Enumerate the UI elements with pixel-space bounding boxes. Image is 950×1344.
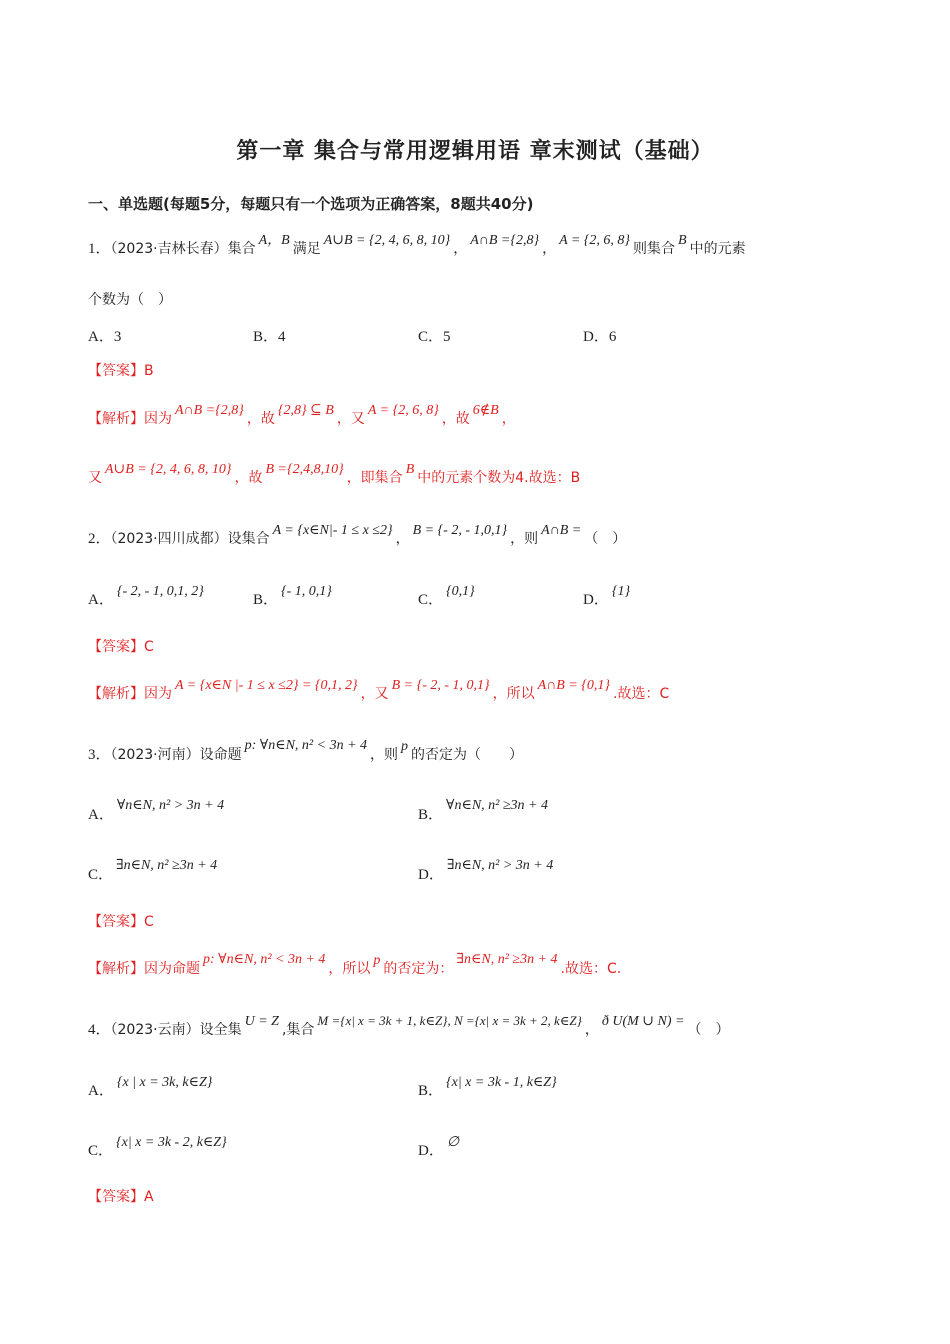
option-math: {- 1, 0,1} [281, 584, 332, 599]
q2-answer: 【答案】C [88, 639, 154, 655]
q1-exp-math: A = {2, 6, 8} [367, 403, 439, 418]
q1-exp-text: ，又 [336, 411, 365, 427]
q1-exp-text: ， [501, 411, 516, 427]
page-title: 第一章 集合与常用逻辑用语 章末测试（基础） [236, 139, 714, 164]
option-math: ∅ [446, 1135, 460, 1150]
option-math: {x| x = 3k - 1, k∈Z} [446, 1075, 557, 1090]
q3-math: p [401, 739, 409, 754]
q4-option-b [418, 1075, 560, 1100]
q2-exp-text: ，所以 [492, 686, 535, 702]
q2-text: （ ） [584, 531, 627, 547]
q1-number: 1． [88, 241, 111, 257]
option-label: C． [418, 592, 444, 608]
q3-exp-math: ∃n∈N, n² ≥3n + 4 [456, 952, 558, 967]
q3-stem [88, 738, 524, 764]
q4-text: ， [584, 1022, 599, 1038]
q3-source: （2023·河南）设命题 [110, 747, 242, 763]
q4-source: （2023·云南）设全集 [110, 1022, 242, 1038]
option-label: C． [88, 1143, 114, 1159]
q3-explanation [88, 952, 622, 978]
q1-exp-text: ，即集合 [346, 470, 403, 486]
option-math: {- 2, - 1, 0,1, 2} [116, 584, 204, 599]
q1-math: A∪B = {2, 4, 6, 8, 10} [323, 233, 451, 248]
q2-exp-math: B = {- 2, - 1, 0,1} [391, 678, 490, 693]
section-heading: 一、单选题(每题5分，每题只有一个选项为正确答案，8题共40分) [88, 195, 534, 213]
q4-text: （ ） [687, 1022, 730, 1038]
q1-explanation-cont [88, 462, 581, 487]
option-math: ∀n∈N, n² > 3n + 4 [116, 798, 225, 813]
q2-exp-text: 【解析】因为 [88, 686, 172, 702]
q4-answer: 【答案】A [88, 1189, 154, 1205]
q2-option-d [583, 584, 633, 609]
q2-math: A = {x∈N|- 1 ≤ x ≤2} [272, 523, 393, 538]
q1-exp-math: B [405, 462, 415, 477]
q1-answer: 【答案】B [88, 363, 154, 379]
q1-exp-math: A∩B ={2,8} [175, 403, 244, 418]
q1-math: A = {2, 6, 8} [559, 233, 631, 248]
q3-option-c [88, 858, 220, 884]
option-label: C． [88, 867, 114, 883]
q3-answer: 【答案】C [88, 914, 154, 930]
q2-option-a [88, 584, 207, 609]
q1-text: ， [453, 241, 468, 257]
option-math: {x| x = 3k - 2, k∈Z} [116, 1135, 227, 1150]
q1-stem [88, 233, 746, 258]
q4-math: ð U(M ∪ N) = [601, 1014, 685, 1029]
q1-option-c: C．5 [418, 329, 451, 345]
option-math: {1} [611, 584, 631, 599]
q1-text: 则集合 [633, 241, 676, 257]
option-label: B． [253, 592, 279, 608]
q3-exp-text: ，所以 [328, 961, 371, 977]
q3-text: ，则 [370, 747, 399, 763]
q1-exp-text: 又 [88, 470, 102, 486]
q3-math: p: ∀n∈N, n² < 3n + 4 [244, 738, 368, 753]
q2-number: 2． [88, 531, 111, 547]
q1-exp-text: 【解析】因为 [88, 411, 172, 427]
q3-number: 3． [88, 747, 111, 763]
q1-stem-cont: 个数为（ ） [88, 292, 172, 308]
q1-exp-math: B ={2,4,8,10} [265, 462, 344, 477]
q1-exp-math: 6∉B [472, 403, 499, 418]
q3-exp-text: 【解析】因为命题 [88, 961, 200, 977]
option-label: B． [418, 807, 444, 823]
q1-exp-text: 中的元素个数为4.故选：B [417, 470, 581, 486]
q1-explanation [88, 403, 516, 428]
q2-explanation [88, 678, 670, 703]
q2-math: A∩B = [541, 523, 582, 538]
q3-option-d [418, 858, 556, 884]
q1-text: 中的元素 [689, 241, 746, 257]
q1-math: A，B [258, 233, 290, 248]
q1-exp-math: {2,8} ⊆ B [277, 403, 334, 418]
q2-exp-text: ，又 [360, 686, 389, 702]
option-label: A． [88, 807, 114, 823]
q2-option-b [253, 584, 335, 609]
q2-option-c [418, 584, 478, 609]
q2-math: B = {- 2, - 1,0,1} [412, 523, 508, 538]
q1-text: 满足 [292, 241, 321, 257]
q2-text: ，则 [510, 531, 539, 547]
q3-exp-math: p [373, 953, 381, 968]
option-label: A． [88, 592, 114, 608]
option-label: D． [583, 592, 609, 608]
q4-option-a [88, 1075, 215, 1100]
q1-option-a: A．3 [88, 329, 122, 345]
q3-exp-text: .故选：C. [560, 961, 622, 977]
q1-text: ， [542, 241, 557, 257]
q3-exp-math: p: ∀n∈N, n² < 3n + 4 [203, 952, 326, 967]
q1-exp-text: ，故 [441, 411, 470, 427]
q1-option-d: D．6 [583, 329, 617, 345]
option-label: B． [418, 1083, 444, 1099]
option-math: ∃n∈N, n² > 3n + 4 [446, 858, 554, 873]
q4-stem [88, 1013, 730, 1039]
q4-math: M ={x| x = 3k + 1, k∈Z}, N ={x| x = 3k + 2, k∈Z} [317, 1013, 582, 1028]
q3-text: 的否定为（ ） [411, 747, 524, 763]
option-math: {0,1} [446, 584, 475, 599]
q2-exp-math: A∩B = {0,1} [537, 678, 610, 693]
q1-exp-text: ，故 [234, 470, 263, 486]
option-label: D． [418, 867, 444, 883]
q2-source: （2023·四川成都）设集合 [110, 531, 270, 547]
q1-math: B [678, 233, 687, 248]
option-math: ∀n∈N, n² ≥3n + 4 [446, 798, 548, 813]
option-math: ∃n∈N, n² ≥3n + 4 [116, 858, 218, 873]
q1-source: （2023·吉林长春）集合 [110, 241, 256, 257]
q1-exp-text: ，故 [246, 411, 275, 427]
q1-option-b: B．4 [253, 329, 286, 345]
q1-math: A∩B ={2,8} [470, 233, 540, 248]
q2-text: ， [395, 531, 410, 547]
q3-option-a [88, 798, 227, 824]
q4-option-d [418, 1135, 462, 1160]
q3-exp-text: 的否定为： [383, 961, 454, 977]
q2-exp-text: .故选：C [613, 686, 670, 702]
q4-text: ,集合 [281, 1022, 315, 1038]
q2-stem [88, 523, 627, 548]
option-label: D． [418, 1143, 444, 1159]
option-label: A． [88, 1083, 114, 1099]
q4-math: U = Z [244, 1014, 279, 1029]
q2-exp-math: A = {x∈N |- 1 ≤ x ≤2} = {0,1, 2} [175, 678, 358, 693]
q1-exp-math: A∪B = {2, 4, 6, 8, 10} [105, 462, 232, 477]
q3-option-b [418, 798, 551, 824]
q4-number: 4． [88, 1022, 111, 1038]
q4-option-c [88, 1135, 230, 1160]
option-math: {x | x = 3k, k∈Z} [116, 1075, 213, 1090]
